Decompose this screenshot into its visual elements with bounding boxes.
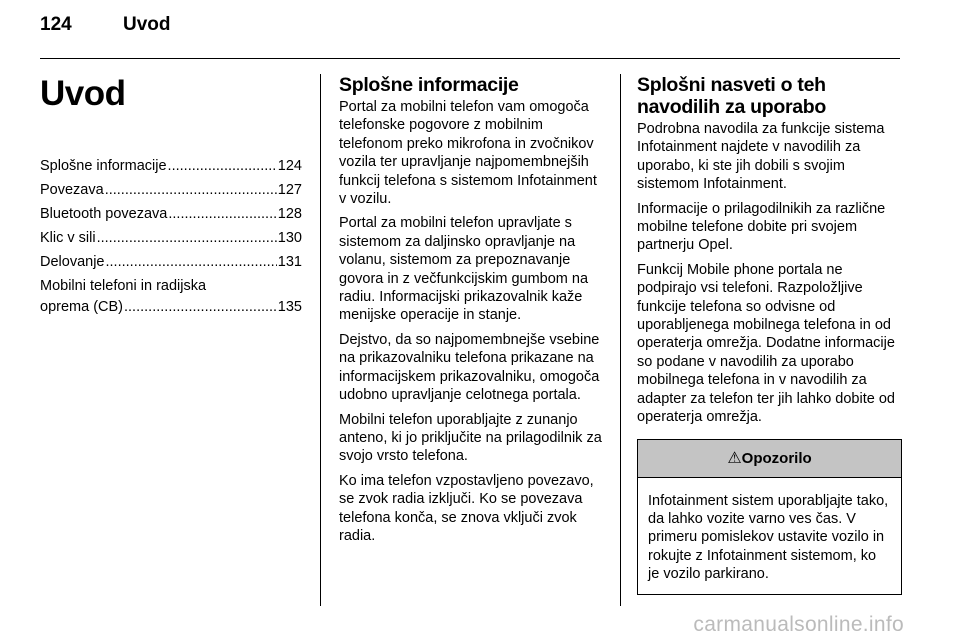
warning-box <box>637 439 902 595</box>
paragraph: Portal za mobilni telefon vam omogoča telefonske pogovore z mobilnim telefonom preko mikrofona in zvočnikov vozila ter upravljanje najpomembnejših funkcij telefona s sistemom Infotainment v vozilu. <box>339 99 597 208</box>
toc-entry[interactable] <box>40 276 302 318</box>
paragraph: Ko ima telefon vzpostavljeno povezavo, se zvok radia izključi. Ko se povezava telefona konča, se znova vključi zvok radia. <box>339 472 594 544</box>
toc-entry-label: Delovanje <box>40 254 105 270</box>
toc-entry-page: 127 <box>277 182 302 198</box>
toc-leader-dots <box>106 252 277 273</box>
toc-entry[interactable] <box>40 180 302 201</box>
page-number: 124 <box>40 14 72 35</box>
paragraph: Informacije o prilagodilnikih za različne mobilne telefone dobite pri svojem partnerju Opel. <box>637 200 886 254</box>
running-title: Uvod <box>123 14 171 35</box>
toc-leader-dots <box>168 156 277 177</box>
toc-entry-page: 131 <box>277 254 302 270</box>
general-info-column <box>339 74 603 551</box>
toc-entry-page: 124 <box>277 158 302 174</box>
warning-title: Opozorilo <box>741 449 812 467</box>
toc-entry-page: 135 <box>277 299 302 315</box>
toc-entry[interactable] <box>40 204 302 225</box>
toc-entry-label: Povezava <box>40 182 104 198</box>
toc-entry-label-continued: oprema (CB) <box>40 299 123 315</box>
column-divider <box>620 74 621 606</box>
toc-leader-dots <box>168 204 276 225</box>
watermark: carmanualsonline.info <box>693 613 904 636</box>
toc-leader-dots <box>105 180 277 201</box>
chapter-title: Uvod <box>40 74 126 113</box>
paragraph: Podrobna navodila za funkcije sistema Infotainment najdete v navodilih za uporabo, ki ste jih dobili s svojim sistemom Infotainment. <box>637 121 885 193</box>
toc-entry-label: Klic v sili <box>40 230 96 246</box>
paragraph: Portal za mobilni telefon upravljate s sistemom za daljinsko opravljanje na volanu, sistemom za prepoznavanje govora in z večfunkcijskim gumbom na radiu. Informacijski prikazovalnik kaže menijske operacije in stanje. <box>339 215 589 324</box>
column-divider <box>320 74 321 606</box>
paragraph: Mobilni telefon uporabljajte z zunanjo anteno, ki jo priključite na prilagodilnik za svojo vrsto telefona. <box>339 411 602 465</box>
warning-text: Infotainment sistem uporabljajte tako, da lahko vozite varno ves čas. V primeru pomislekov ustavite vozilo in rokujte z Infotainment sistemom, ko je vozilo parkirano. <box>648 492 889 583</box>
paragraph: Funkcij Mobile phone portala ne podpirajo vsi telefoni. Razpoložljive funkcije telefona so odvisne od uporabljenega mobilnega telefona in od operaterja omrežja. Dodatne informacije so podane v navodilih za uporabo mobilnega telefona in v navodilih za adapter za telefon ter jih lahko dobite od operaterja omrežja. <box>637 261 895 426</box>
warning-header <box>638 440 901 478</box>
toc-entry-page: 128 <box>277 206 302 222</box>
toc-entry-page: 130 <box>277 230 302 246</box>
toc-column <box>40 74 302 321</box>
toc-leader-dots <box>124 297 277 318</box>
toc-entry-label: Splošne informacije <box>40 158 167 174</box>
toc-entry[interactable] <box>40 156 302 177</box>
toc-entry-label: Bluetooth povezava <box>40 206 168 222</box>
toc-entry-label: Mobilni telefoni in radijska <box>40 278 207 294</box>
header-rule <box>40 58 900 59</box>
manual-tips-column <box>637 74 902 595</box>
table-of-contents <box>40 156 302 318</box>
warning-triangle-icon: ⚠ <box>727 449 742 467</box>
section-title: Splošne informacije <box>339 74 519 96</box>
toc-leader-dots <box>97 228 277 249</box>
toc-entry[interactable] <box>40 252 302 273</box>
toc-entry[interactable] <box>40 228 302 249</box>
paragraph: Dejstvo, da so najpomembnejše vsebine na prikazovalniku telefona prikazane na informacijskem prikazovalniku, omogoča udobno upravljanje celotnega portala. <box>339 331 600 404</box>
section-title: Splošni nasveti o teh navodilih za uporabo <box>637 74 827 118</box>
